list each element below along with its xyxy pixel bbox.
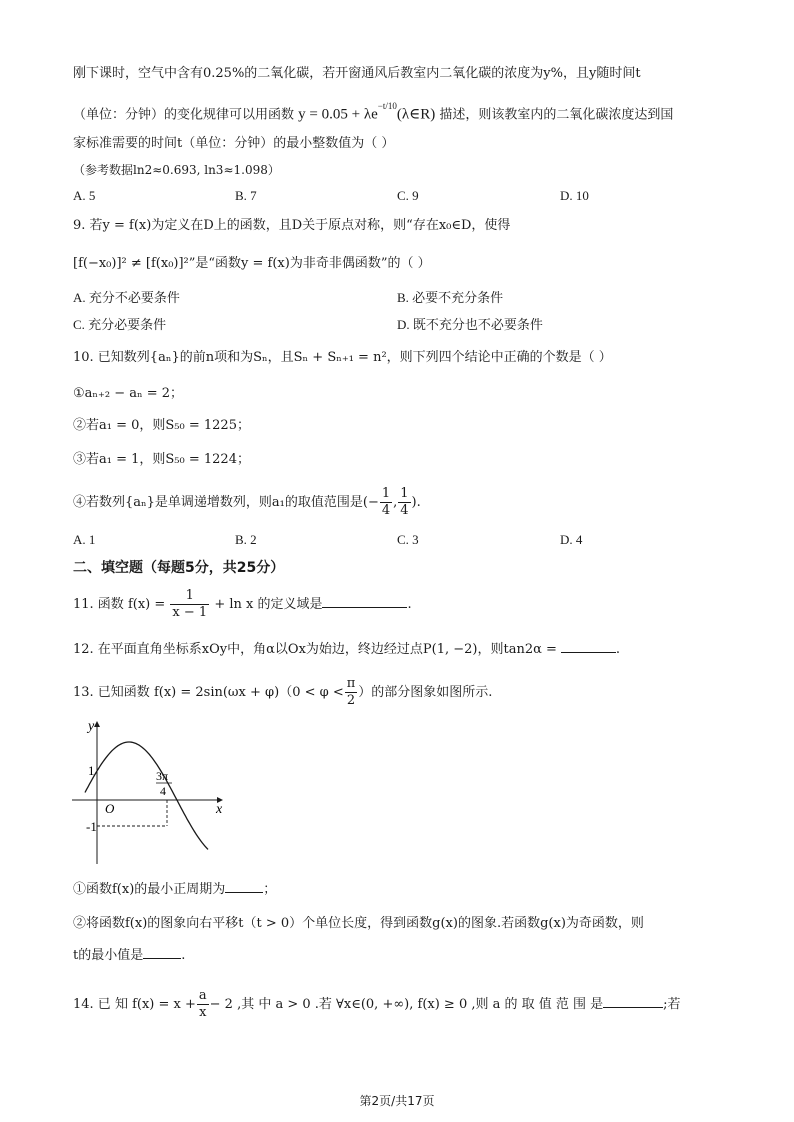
q13-fraction bbox=[345, 676, 358, 709]
q13-text-a: 13. 已知函数 f(x) = 2sin(ωx + φ)（0 < φ < bbox=[73, 685, 344, 700]
q8-line2-text-b: 描述，则该教室内的二氧化碳浓度达到国 bbox=[439, 107, 674, 123]
q9-option-a: A. 充分不必要条件 bbox=[73, 290, 180, 305]
q10-option-c: C. 3 bbox=[397, 532, 419, 547]
q10-statement-2: ②若a₁ = 0，则S₅₀ = 1225； bbox=[73, 418, 250, 433]
q8-line2-text-a: （单位：分钟）的变化规律可以用函数 bbox=[73, 107, 295, 123]
q14-text-b: − 2 ,其 中 a > 0 .若 ∀x∈(0, +∞), f(x) ≥ 0 ,则 a 的 取 值 范 围 是 bbox=[209, 997, 604, 1012]
q13-text-b: ）的部分图象如图所示. bbox=[358, 685, 493, 700]
q13-neg-one-label: -1 bbox=[86, 819, 97, 834]
q14-fraction bbox=[197, 988, 209, 1021]
q13-sub1-end: ； bbox=[263, 882, 277, 897]
q12-text-a: 12. 在平面直角坐标系xOy中，角α以Ox为始边，终边经过点P(1, −2)，则tan2α = bbox=[73, 642, 557, 657]
q10-option-a: A. 1 bbox=[73, 532, 96, 547]
q13-sub3-end: . bbox=[181, 948, 186, 963]
q8-option-a: A. 5 bbox=[73, 188, 96, 203]
q8-line3: 家标准需要的时间t（单位：分钟）的最小整数值为（ ） bbox=[73, 136, 395, 151]
q10-statement-4 bbox=[73, 486, 421, 519]
q8-lambda-note: (λ∈R) bbox=[396, 106, 436, 123]
q9-line2: [f(−x₀)]² ≠ [f(x₀)]²”是“函数y = f(x)为非奇非偶函数”的（ ） bbox=[73, 256, 431, 271]
q11-text-c: . bbox=[407, 597, 412, 612]
q8-option-c: C. 9 bbox=[397, 188, 419, 203]
q10-fraction-1 bbox=[380, 486, 392, 519]
q13-origin-label: O bbox=[105, 801, 115, 816]
q9-option-b: B. 必要不充分条件 bbox=[397, 290, 504, 305]
q12-text-b: . bbox=[615, 642, 621, 657]
q13-y-label: y bbox=[88, 719, 95, 734]
q14-text-c: ;若 bbox=[663, 997, 681, 1012]
q12 bbox=[73, 640, 620, 660]
q13-sub3-text: t的最小值是 bbox=[73, 948, 144, 963]
q8-option-b: B. 7 bbox=[235, 188, 257, 203]
q13-sine-curve bbox=[85, 742, 208, 849]
q10-line1: 10. 已知数列{aₙ}的前n项和为Sₙ，且Sₙ + Sₙ₊₁ = n²，则下列四个结论中正确的个数是（ ） bbox=[73, 350, 612, 365]
q13-tick-den: 4 bbox=[160, 784, 166, 798]
q14-fraction-num: a bbox=[198, 988, 207, 1003]
q11-answer-blank[interactable] bbox=[322, 595, 407, 608]
q13-sub3 bbox=[73, 946, 185, 966]
q14 bbox=[73, 988, 681, 1022]
q14-text-a: 14. 已 知 f(x) = x + bbox=[73, 997, 196, 1012]
q13-sub1-blank[interactable] bbox=[225, 880, 263, 893]
q11-fraction bbox=[170, 588, 209, 621]
q8-reference: （参考数据ln2≈0.693, ln3≈1.098） bbox=[73, 163, 280, 177]
q11-text-a: 11. 函数 f(x) = bbox=[73, 597, 166, 612]
page-footer: 第2页/共17页 bbox=[359, 1094, 435, 1108]
q13-sub2: ②将函数f(x)的图象向右平移t（t > 0）个单位长度，得到函数g(x)的图象.若函数g(x)为奇函数，则 bbox=[73, 916, 644, 931]
q10-fraction-1-den: 4 bbox=[381, 503, 391, 518]
q10-statement-1: ①aₙ₊₂ − aₙ = 2； bbox=[73, 386, 184, 401]
q11 bbox=[73, 588, 412, 622]
q13-sub1-text: ①函数f(x)的最小正周期为 bbox=[73, 882, 226, 897]
q10-option-b: B. 2 bbox=[235, 532, 257, 547]
q8-line2 bbox=[73, 100, 673, 125]
q13-fraction-den: 2 bbox=[346, 693, 356, 708]
q13-one-label: 1 bbox=[88, 763, 95, 778]
q9-option-d: D. 既不充分也不必要条件 bbox=[397, 317, 543, 332]
q10-s4-comma: , bbox=[393, 495, 398, 510]
q13-tick-num: 3π bbox=[156, 769, 169, 783]
q11-text-b: + ln x 的定义域是 bbox=[214, 597, 323, 612]
q10-fraction-2-den: 4 bbox=[400, 503, 409, 518]
q10-option-d: D. 4 bbox=[560, 532, 583, 547]
q11-fraction-den: x − 1 bbox=[172, 605, 208, 620]
q10-s4-text: ④若数列{aₙ}是单调递增数列，则a₁的取值范围是(− bbox=[73, 495, 379, 510]
q8-option-d: D. 10 bbox=[560, 188, 589, 203]
q13-sine-graph bbox=[70, 714, 230, 869]
q10-fraction-2-num: 1 bbox=[400, 486, 409, 501]
q10-s4-end: ). bbox=[411, 495, 421, 510]
q9-line1: 9. 若y = f(x)为定义在D上的函数，且D关于原点对称，则“存在x₀∈D，使得 bbox=[73, 218, 511, 233]
q13-sub1 bbox=[73, 880, 276, 900]
q13-stem bbox=[73, 676, 492, 710]
section-heading-fill-blank: 二、填空题（每题5分，共25分） bbox=[73, 560, 285, 576]
q9-option-c: C. 充分必要条件 bbox=[73, 317, 167, 332]
q14-fraction-den: x bbox=[199, 1005, 207, 1020]
q8-formula: y = 0.05 + λe bbox=[298, 106, 378, 123]
q13-fraction-num: π bbox=[346, 676, 356, 691]
q10-fraction-1-num: 1 bbox=[381, 486, 391, 501]
q8-exponent: −t/10 bbox=[377, 101, 397, 111]
q11-fraction-num: 1 bbox=[170, 588, 209, 605]
q10-statement-3: ③若a₁ = 1，则S₅₀ = 1224； bbox=[73, 452, 250, 467]
q10-fraction-2 bbox=[398, 486, 410, 519]
q8-line1: 刚下课时，空气中含有0.25%的二氧化碳，若开窗通风后教室内二氧化碳的浓度为y%，且y随时间t bbox=[73, 66, 641, 81]
q13-x-label: x bbox=[216, 802, 223, 817]
q12-answer-blank[interactable] bbox=[561, 640, 616, 653]
q14-answer-blank[interactable] bbox=[603, 995, 663, 1008]
q13-sub3-blank[interactable] bbox=[143, 946, 181, 959]
